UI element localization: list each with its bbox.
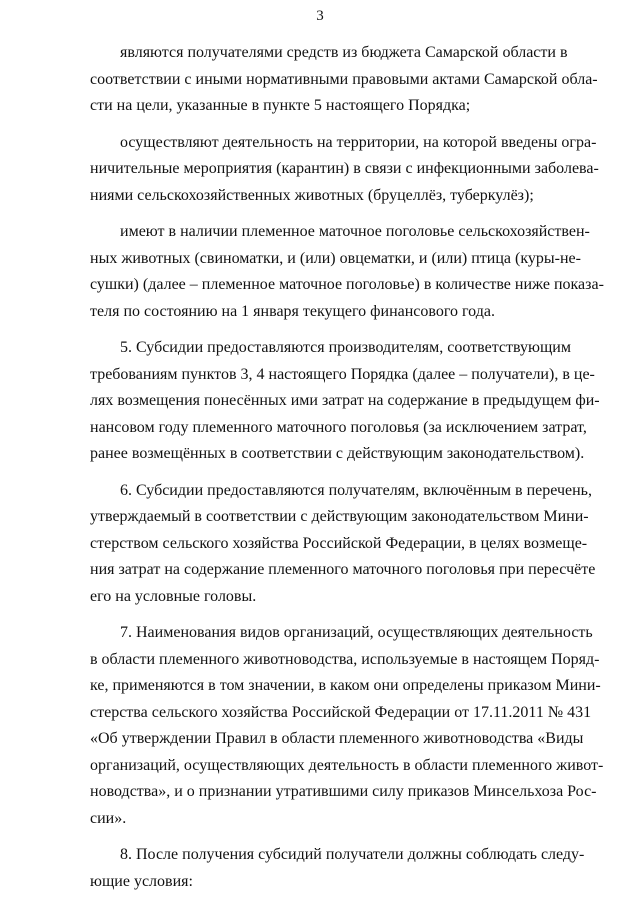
text-line: требованиям пунктов 3, 4 настоящего Порядка (далее – получатели), в це- bbox=[90, 365, 595, 383]
text-line: ничительные мероприятия (карантин) в связи с инфекционными заболева- bbox=[90, 160, 599, 177]
text-line: новодства», и о признании утратившими силу приказов Минсельхоза Рос- bbox=[90, 783, 597, 800]
text-line: теля по состоянию на 1 января текущего финансового года. bbox=[90, 302, 495, 320]
paragraph bbox=[90, 130, 599, 210]
text-line: нансовом году племенного маточного поголовья (за исключением затрат, bbox=[90, 418, 587, 436]
paragraph bbox=[90, 40, 598, 120]
paragraph bbox=[90, 478, 596, 611]
text-line: осуществляют деятельность на территории, на которой введены огра- bbox=[120, 133, 597, 151]
text-line: 5. Субсидии предоставляются производителям, соответствующим bbox=[120, 339, 571, 356]
text-line: ния затрат на содержание племенного маточного поголовья при пересчёте bbox=[90, 561, 596, 578]
text-line: ранее возмещённых в соответствии с действующим законодательством). bbox=[90, 445, 585, 462]
page-number: 3 bbox=[316, 8, 324, 24]
paragraph bbox=[90, 842, 585, 895]
text-line: 6. Субсидии предоставляются получателям, включённым в перечень, bbox=[120, 481, 592, 499]
text-line: утверждаемый в соответствии с действующим законодательством Мини- bbox=[90, 508, 589, 525]
text-line: имеют в наличии племенное маточное поголовье сельскохозяйствен- bbox=[120, 223, 590, 240]
paragraph bbox=[90, 620, 604, 832]
text-line: «Об утверждении Правил в области племенного животноводства «Виды bbox=[90, 730, 584, 747]
text-line: лях возмещения понесённых ими затрат на содержание в предыдущем фи- bbox=[90, 392, 600, 409]
text-line: сушки) (далее – племенное маточное поголовье) в количестве ниже показа- bbox=[90, 276, 604, 293]
text-line: стерства сельского хозяйства Российской Федерации от 17.11.2011 № 431 bbox=[90, 703, 592, 721]
text-line: стерством сельского хозяйства Российской Федерации, в целях возмеще- bbox=[90, 534, 588, 552]
text-line: его на условные головы. bbox=[90, 587, 257, 605]
text-line: сии». bbox=[90, 809, 127, 827]
text-line: организаций, осуществляющих деятельность в области племенного живот- bbox=[90, 756, 604, 774]
paragraph bbox=[90, 335, 600, 468]
document-body bbox=[90, 40, 604, 895]
text-line: ных животных (свиноматки, и (или) овцематки, и (или) птица (куры-не- bbox=[90, 249, 581, 267]
text-line: являются получателями средств из бюджета Самарской области в bbox=[120, 44, 568, 61]
text-line: ниями сельскохозяйственных животных (бруцеллёз, туберкулёз); bbox=[90, 186, 534, 204]
text-line: ющие условия: bbox=[90, 872, 193, 890]
text-line: ке, применяются в том значении, в каком они определены приказом Мини- bbox=[90, 677, 601, 694]
text-line: в области племенного животноводства, используемые в настоящем Поряд- bbox=[90, 650, 600, 668]
text-line: 8. После получения субсидий получатели должны соблюдать следу- bbox=[120, 846, 585, 863]
paragraph bbox=[90, 219, 604, 325]
text-line: соответствии с иными нормативными правовыми актами Самарской обла- bbox=[90, 70, 598, 88]
text-line: сти на цели, указанные в пункте 5 настоящего Порядка; bbox=[90, 97, 471, 114]
text-line: 7. Наименования видов организаций, осуществляющих деятельность bbox=[120, 624, 593, 641]
